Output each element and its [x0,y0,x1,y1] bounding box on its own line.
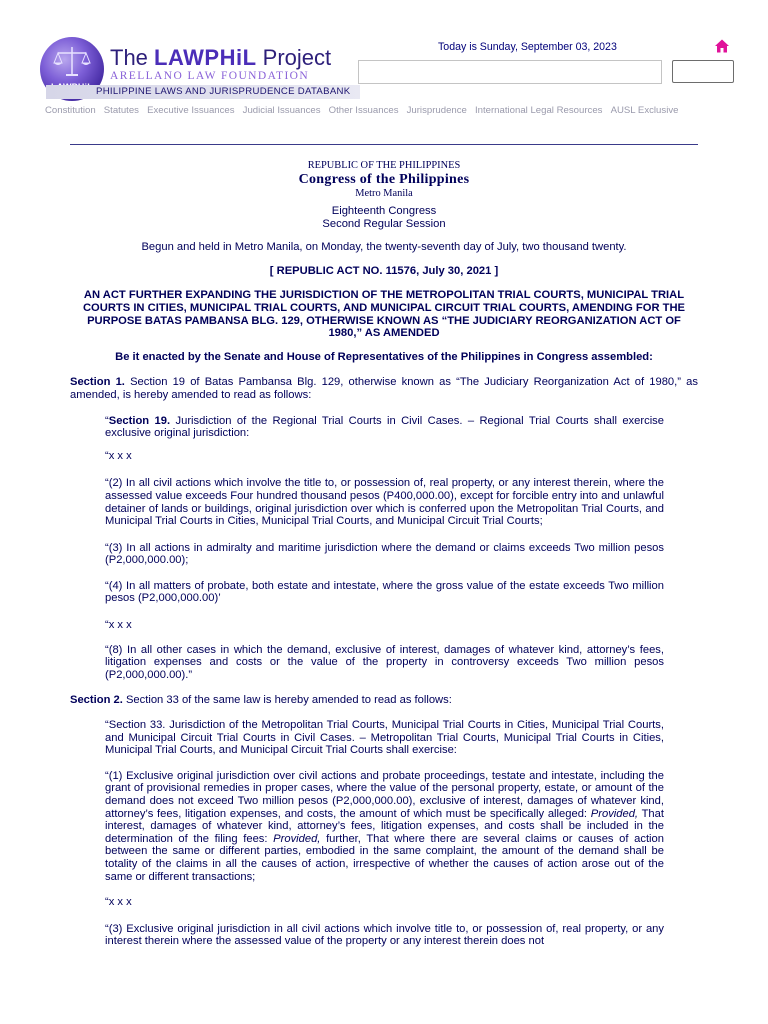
nav-other-issuances[interactable]: Other Issuances [328,105,399,116]
section-2-text: Section 33 of the same law is hereby amended to read as follows: [122,694,452,707]
city-heading: Metro Manila [355,188,413,199]
current-date: Today is Sunday, September 03, 2023 [438,41,617,53]
nav-ausl-exclusive[interactable]: AUSL Exclusive [610,105,679,116]
omission-2: “x x x [105,619,132,632]
nav-jurisprudence[interactable]: Jurisprudence [406,105,467,116]
site-title-brand: LAWPHiL [154,45,257,70]
nav-executive-issuances[interactable]: Executive Issuances [147,105,235,116]
section-2-label: Section 2. [70,694,123,707]
republic-heading: REPUBLIC OF THE PHILIPPINES [307,160,461,171]
site-tagline-band [46,85,360,99]
congress-heading: Congress of the Philippines [298,172,470,187]
site-title-prefix: The [110,45,155,70]
section-33: “Section 33. Jurisdiction of the Metropolitan Trial Courts, Municipal Trial Courts in Cities, Municipal Trial Courts, and Municipal Circuit Trial Courts in Civil Cases. – Metropolitan Trial Courts, Municipal Trial Courts in Cities, Municipal Trial Courts, and Municipal Circuit Trial Courts shall exercise: [105,719,664,757]
begun-line: Begun and held in Metro Manila, on Monday, the twenty-seventh day of July, two thousand twenty. [141,241,627,254]
subsection-33-1-part-b: That interest, damages of whatever kind, attorney’s fees, litigation expenses, and costs shall be included in the determination of the filing fees: [105,807,664,845]
act-title: AN ACT FURTHER EXPANDING THE JURISDICTION OF THE METROPOLITAN TRIAL COURTS, MUNICIPAL TRIAL COURTS IN CITIES, MUNICIPAL TRIAL COURTS, AND MUNICIPAL CIRCUIT TRIAL COURTS, AMENDING FOR THE PURPOSE BATAS PAMBANSA BLG. 129, OTHERWISE KNOWN AS “THE JUDICIARY REORGANIZATION ACT OF 1980,” AS AMENDED [82,289,686,340]
enacting-clause: Be it enacted by the Senate and House of Representatives of the Philippines in Congress assembled: [115,350,653,363]
section-2 [70,694,698,707]
header-divider [70,144,698,145]
proviso-2: Provided, [273,832,321,845]
nav-judicial-issuances[interactable]: Judicial Issuances [242,105,321,116]
paragraph-2: “(2) In all civil actions which involve the title to, or possession of, real property, or any interest therein, where the assessed value exceeds Four hundred thousand pesos (P400,000.00), except for forcible entry into and unlawful detainer of lands or buildings, original jurisdiction over which is conferred upon the Metropolitan Trial Courts, and Municipal Trial Courts in Cities, Municipal Trial Courts, and Municipal Circuit Trial Courts; [105,477,664,528]
site-header [0,0,768,104]
site-title [110,46,331,70]
paragraph-3: “(3) In all actions in admiralty and maritime jurisdiction where the demand or claims exceeds Two million pesos (P2,000,000.00); [105,541,664,567]
search-input[interactable] [358,60,662,84]
section-1-label: Section 1. [70,376,125,389]
search-button[interactable] [672,60,734,83]
session-heading: Second Regular Session [322,217,446,230]
subsection-33-3: “(3) Exclusive original jurisdiction in all civil actions which involve title to, or possession of, real property, or any interest therein where the assessed value of the property or any interest therein does not [105,922,664,948]
section-19 [105,415,664,440]
site-subtitle: ARELLANO LAW FOUNDATION [110,70,310,82]
paragraph-4: “(4) In all matters of probate, both estate and intestate, where the gross value of the estate exceeds Two million pesos (P2,000,000.00)’ [105,579,664,605]
proviso-1: Provided, [590,807,639,820]
document-body [70,160,698,948]
section-1-text: Section 19 of Batas Pambansa Blg. 129, otherwise known as “The Judiciary Reorganization Act of 1980,” as amended, is hereby amended to read as follows: [70,376,698,401]
scales-of-justice-icon [52,45,92,79]
home-icon[interactable] [714,38,730,54]
congress-number: Eighteenth Congress [331,205,437,217]
act-number: [ REPUBLIC ACT NO. 11576, July 30, 2021 ] [269,264,499,277]
section-1 [70,376,698,401]
omission-3: “x x x [105,896,132,909]
site-tagline: PHILIPPINE LAWS AND JURISPRUDENCE DATABANK [96,86,351,97]
omission-1: “x x x [105,449,132,462]
section-19-text: Jurisdiction of the Regional Trial Courts in Civil Cases. – Regional Trial Courts shall exercise exclusive original jurisdiction: [105,414,664,440]
subsection-33-1-part-c: further, That where there are several claims or causes of action between the same or different parties, embodied in the same complaint, the amount of the demand shall be totality of the claims in all the causes of action, irrespective of whether the causes of action arose out of the same or different transactions; [105,832,664,883]
subsection-33-1 [105,770,664,883]
site-logo[interactable] [40,37,360,101]
main-nav [45,104,683,118]
section-19-label: Section 19. [108,414,171,427]
nav-international-legal-resources[interactable]: International Legal Resources [474,105,603,116]
nav-statutes[interactable]: Statutes [103,105,139,116]
subsection-33-1-part-a: “(1) Exclusive original jurisdiction over civil actions and probate proceedings, testate and intestate, including the grant of provisional remedies in proper cases, where the value of the personal property, estate, or amount of the demand does not exceed Two million pesos (P2,000,000.00), exclusive of interest, damages of whatever kind, attorney’s fees, litigation expenses, and costs, the amount of which must be specifically alleged: [105,769,664,820]
site-title-suffix: Project [256,45,332,70]
paragraph-8: “(8) In all other cases in which the demand, exclusive of interest, damages of whatever kind, attorney’s fees, litigation expenses and costs or the value of the property in controversy exceeds Two million pesos (P2,000,000.00).” [105,643,664,681]
section-19-open-quote: “ [105,414,109,427]
nav-constitution[interactable]: Constitution [45,105,96,116]
